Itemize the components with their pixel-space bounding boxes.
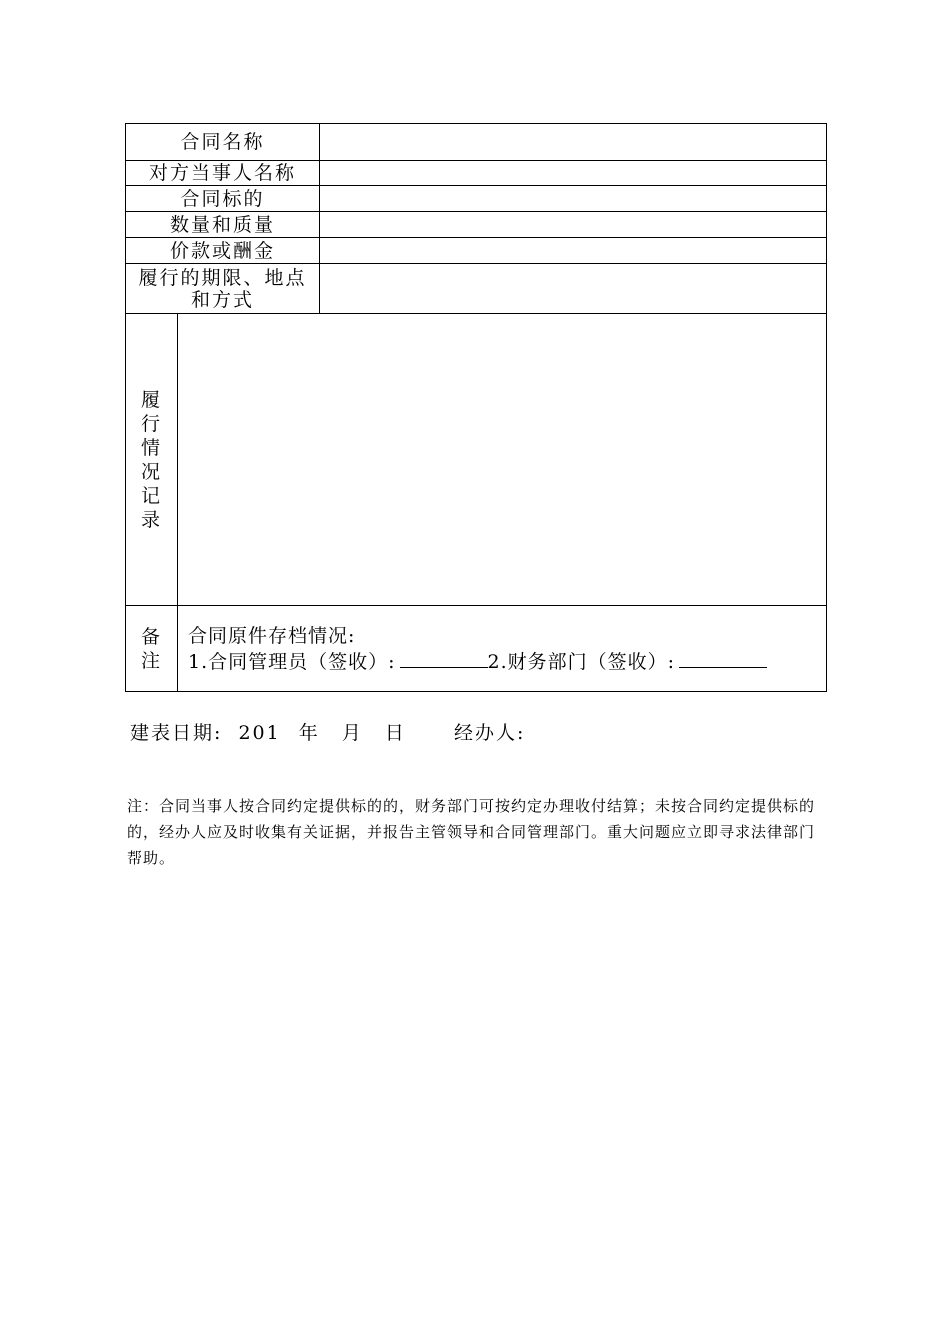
row-contract-name <box>126 124 827 161</box>
month-char: 月 <box>341 722 363 744</box>
archive-status-label: 合同原件存档情况: <box>188 624 356 647</box>
label-performance-record <box>126 314 178 606</box>
label-performance-terms-line1: 履行的期限、地点 <box>138 266 307 289</box>
label-performance-terms-line2: 和方式 <box>191 288 255 311</box>
field-performance-record[interactable] <box>178 314 827 606</box>
row-price <box>126 238 827 264</box>
field-contract-subject[interactable] <box>320 186 827 212</box>
handler-label: 经办人: <box>453 722 526 744</box>
field-quantity-quality[interactable] <box>320 212 827 238</box>
label-char: 履 <box>140 388 162 411</box>
label-counterparty-name: 对方当事人名称 <box>126 161 320 186</box>
label-char: 记 <box>140 484 162 507</box>
contract-admin-signature-field[interactable] <box>400 649 488 668</box>
label-performance-terms <box>126 264 320 314</box>
label-char: 备 <box>140 625 162 648</box>
label-quantity-quality: 数量和质量 <box>126 212 320 238</box>
field-counterparty-name[interactable] <box>320 161 827 186</box>
row-remarks <box>126 606 827 692</box>
footer-line <box>130 718 525 745</box>
field-performance-terms[interactable] <box>320 264 827 314</box>
row-counterparty-name <box>126 161 827 186</box>
label-remarks <box>126 606 178 692</box>
label-price: 价款或酬金 <box>126 238 320 264</box>
label-char: 行 <box>140 412 162 435</box>
date-label: 建表日期: <box>130 722 223 744</box>
remarks-content <box>178 606 827 692</box>
row-quantity-quality <box>126 212 827 238</box>
field-contract-name[interactable] <box>320 124 827 161</box>
contract-admin-signoff-label: 1.合同管理员（签收）: <box>188 650 396 673</box>
label-char: 注 <box>140 649 162 672</box>
label-char: 录 <box>140 508 162 531</box>
finance-dept-signoff-label: 2.财务部门（签收）: <box>487 650 676 673</box>
row-contract-subject <box>126 186 827 212</box>
year-char: 年 <box>298 722 320 744</box>
row-performance-record <box>126 314 827 606</box>
label-char: 情 <box>140 436 162 459</box>
finance-dept-signature-field[interactable] <box>679 649 767 668</box>
label-contract-name: 合同名称 <box>126 124 320 161</box>
field-price[interactable] <box>320 238 827 264</box>
year-prefix[interactable]: 201 <box>238 722 281 744</box>
label-char: 况 <box>140 460 162 483</box>
footnote: 注：合同当事人按合同约定提供标的的，财务部门可按约定办理收付结算；未按合同约定提供标的的，经办人应及时收集有关证据，并报告主管领导和合同管理部门。重大问题应立即寻求法律部门帮助。 <box>127 797 816 867</box>
contract-performance-form <box>125 123 827 692</box>
signoff-line <box>188 649 826 675</box>
row-performance-terms <box>126 264 827 314</box>
label-contract-subject: 合同标的 <box>126 186 320 212</box>
day-char: 日 <box>384 722 406 744</box>
